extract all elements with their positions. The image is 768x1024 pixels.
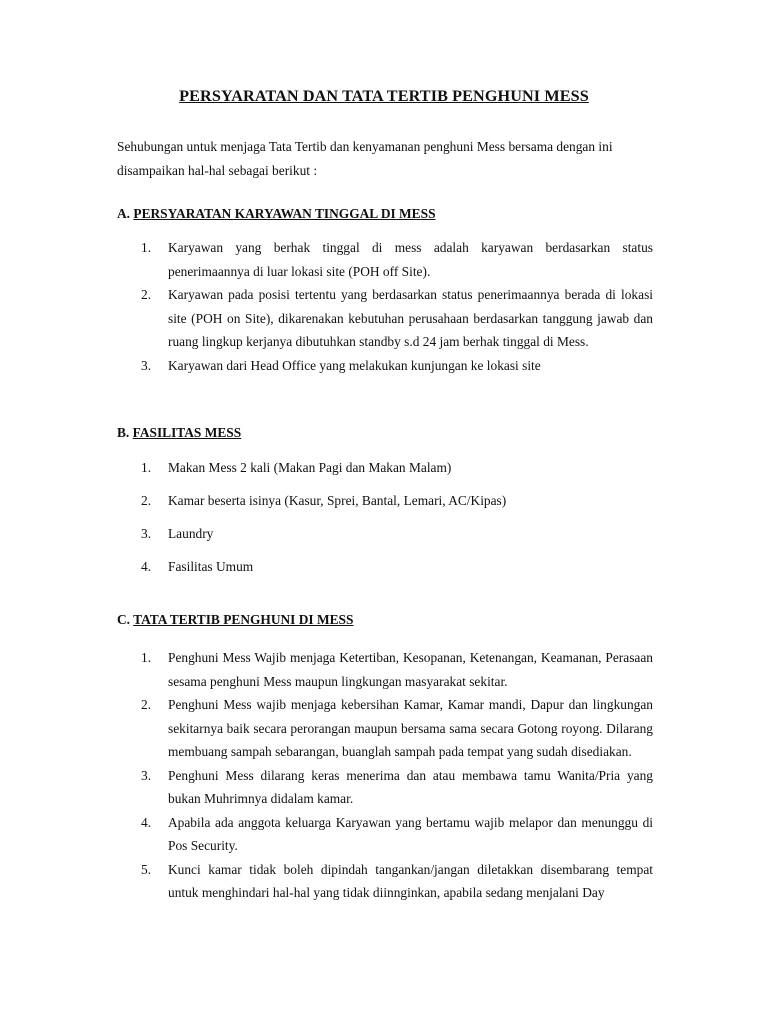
section-c-heading xyxy=(117,612,353,628)
list-item xyxy=(117,764,653,811)
list-item-number: 2. xyxy=(141,697,152,712)
list-item-text: Makan Mess 2 kali (Makan Pagi dan Makan Malam) xyxy=(168,460,452,475)
list-item xyxy=(117,858,653,905)
list-item xyxy=(117,354,653,378)
list-item xyxy=(117,522,653,555)
section-b-heading xyxy=(117,425,241,441)
list-item xyxy=(117,236,653,283)
section-a-heading xyxy=(117,206,436,222)
list-item-text: Fasilitas Umum xyxy=(168,559,254,574)
list-item xyxy=(117,489,653,522)
section-b-prefix: B. xyxy=(117,425,130,440)
section-b-list xyxy=(117,456,653,588)
section-c-list xyxy=(117,646,653,905)
list-item-text: Kamar beserta isinya (Kasur, Sprei, Bantal, Lemari, AC/Kipas) xyxy=(168,493,507,508)
list-item-text: Penghuni Mess Wajib menjaga Ketertiban, Kesopanan, Ketenangan, Keamanan, Perasaan sesama penghuni Mess maupun lingkungan masyarakat sekitar. xyxy=(168,650,653,689)
list-item-text: Kunci kamar tidak boleh dipindah tangankan/jangan diletakkan disembarang tempat untuk menghindari hal-hal yang tidak diinnginkan, apabila sedang menjalani Day xyxy=(168,861,653,900)
list-item xyxy=(117,555,653,588)
list-item-text: Karyawan dari Head Office yang melakukan kunjungan ke lokasi site xyxy=(168,357,541,373)
list-item-text: Karyawan pada posisi tertentu yang berdasarkan status penerimaannya berada di lokasi site (POH on Site), dikarenakan kebutuhan perusahaan berdasarkan tanggung jawab dan ruang lingkup kerjanya dibutuhkan standby s.d 24 jam berhak tinggal di Mess. xyxy=(168,287,653,349)
section-c-title: TATA TERTIB PENGHUNI DI MESS xyxy=(133,612,354,627)
list-item-number: 4. xyxy=(141,814,152,830)
intro-line: Sehubungan untuk menjaga Tata Tertib dan kenyamanan penghuni Mess bersama dengan ini xyxy=(117,139,613,154)
list-item-number: 1. xyxy=(141,240,152,255)
list-item xyxy=(117,693,653,764)
list-item xyxy=(117,646,653,693)
section-a-list xyxy=(117,236,653,377)
list-item-number: 5. xyxy=(141,861,152,877)
list-item-number: 4. xyxy=(141,559,152,574)
list-item-number: 1. xyxy=(141,650,152,665)
list-item-number: 3. xyxy=(141,357,152,373)
list-item-number: 2. xyxy=(141,493,152,508)
list-item-text: Laundry xyxy=(168,526,214,541)
section-c-prefix: C. xyxy=(117,612,131,627)
list-item-text: Karyawan yang berhak tinggal di mess adalah karyawan berdasarkan status penerimaannya di luar lokasi site (POH off Site). xyxy=(168,240,653,279)
list-item-text: Apabila ada anggota keluarga Karyawan yang bertamu wajib melapor dan menunggu di Pos Security. xyxy=(168,814,653,853)
list-item-number: 3. xyxy=(141,526,152,541)
list-item-text: Penghuni Mess dilarang keras menerima dan atau membawa tamu Wanita/Pria yang bukan Muhrimnya didalam kamar. xyxy=(168,767,653,806)
intro-line: disampaikan hal-hal sebagai berikut : xyxy=(117,162,318,178)
list-item-number: 1. xyxy=(141,460,152,475)
list-item xyxy=(117,811,653,858)
document-title: PERSYARATAN DAN TATA TERTIB PENGHUNI MESS xyxy=(179,87,589,105)
section-b-title: FASILITAS MESS xyxy=(132,425,242,440)
list-item xyxy=(117,283,653,354)
list-item-number: 3. xyxy=(141,767,152,783)
list-item-number: 2. xyxy=(141,287,152,302)
intro-paragraph xyxy=(117,135,657,182)
section-a-title: PERSYARATAN KARYAWAN TINGGAL DI MESS xyxy=(133,206,436,221)
list-item xyxy=(117,456,653,489)
list-item-text: Penghuni Mess wajib menjaga kebersihan Kamar, Kamar mandi, Dapur dan lingkungan sekitarnya baik secara perorangan maupun bersama sama secara Gotong royong. Dilarang membuang sampah sebarangan, buanglah sampah pada tempat yang sudah disediakan. xyxy=(168,697,653,759)
section-a-prefix: A. xyxy=(117,206,131,221)
